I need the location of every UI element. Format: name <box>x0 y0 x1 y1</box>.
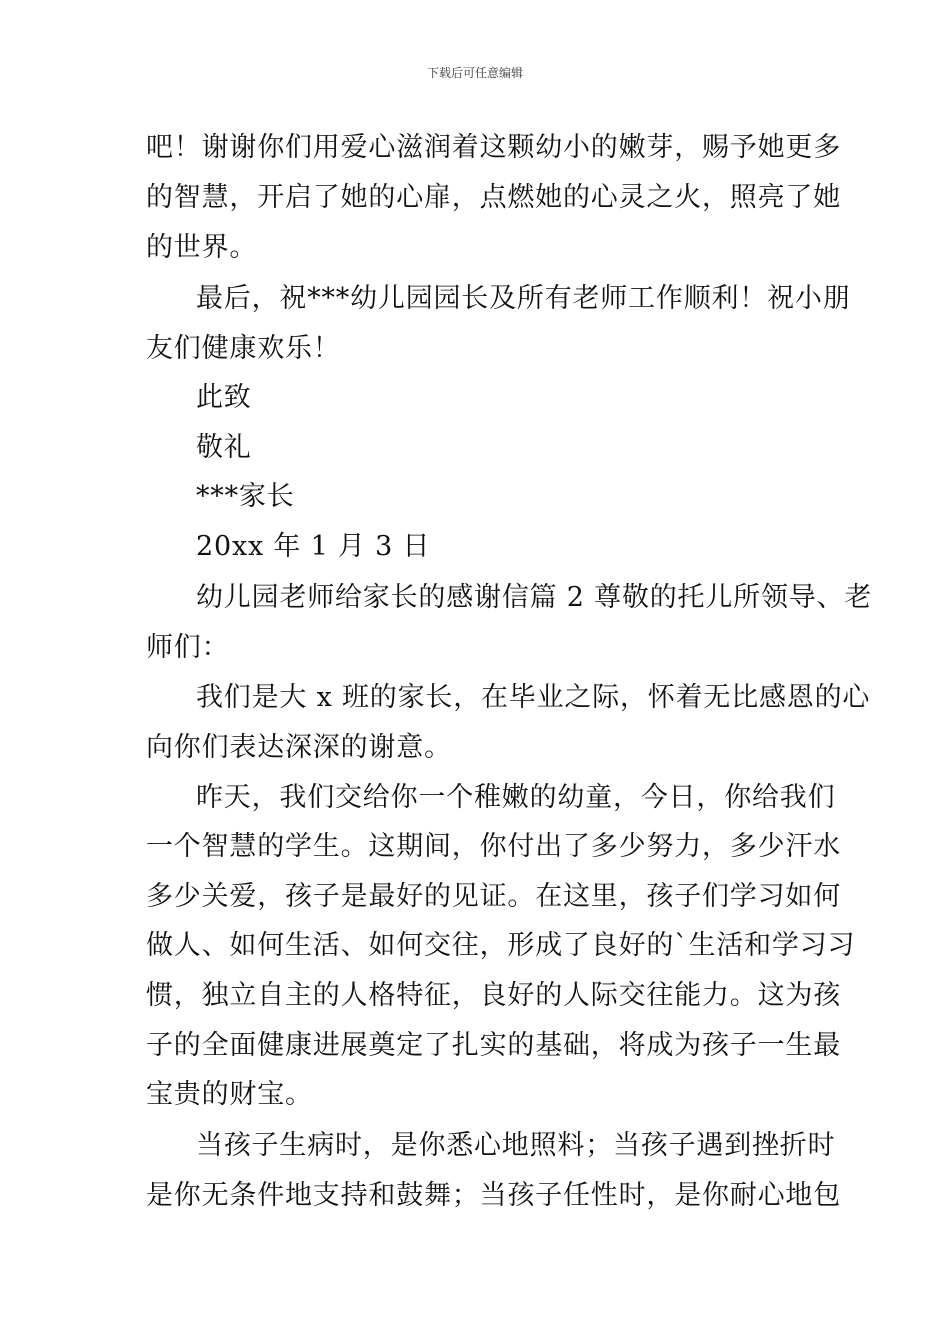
text-line: 最后，祝***幼儿园园长及所有老师工作顺利！祝小朋 <box>196 283 851 314</box>
page-header: 下载后可任意编辑 <box>426 66 523 80</box>
text-line: ***家长 <box>196 481 295 512</box>
text-line: 吧！谢谢你们用爱心滋润着这颗幼小的嫩芽，赐予她更多 <box>146 132 841 163</box>
text-line: 幼儿园老师给家长的感谢信篇 2 尊敬的托儿所领导、老 <box>196 582 873 613</box>
text-line: 20xx 年 1 月 3 日 <box>196 531 431 562</box>
text-line: 是你无条件地支持和鼓舞；当孩子任性时，是你耐心地包 <box>146 1180 841 1211</box>
text-line: 惯，独立自主的人格特征，良好的人际交往能力。这为孩 <box>146 980 841 1011</box>
text-line: 宝贵的财宝。 <box>146 1079 313 1110</box>
text-line: 的智慧，开启了她的心扉，点燃她的心灵之火，照亮了她 <box>146 182 841 213</box>
text-line: 此致 <box>196 382 252 413</box>
text-line: 子的全面健康进展奠定了扎实的基础，将成为孩子一生最 <box>146 1030 841 1061</box>
text-line: 多少关爱，孩子是最好的见证。在这里，孩子们学习如何 <box>146 881 841 912</box>
text-line: 当孩子生病时，是你悉心地照料；当孩子遇到挫折时 <box>196 1130 836 1161</box>
text-line: 我们是大 x 班的家长，在毕业之际，怀着无比感恩的心 <box>196 682 871 713</box>
text-line: 一个智慧的学生。这期间，你付出了多少努力，多少汗水 <box>146 831 841 862</box>
text-line: 向你们表达深深的谢意。 <box>146 732 452 763</box>
text-line: 做人、如何生活、如何交往，形成了良好的`生活和学习习 <box>146 930 856 961</box>
text-line: 友们健康欢乐！ <box>146 333 341 364</box>
text-line: 敬礼 <box>196 432 252 463</box>
text-line: 昨天，我们交给你一个稚嫩的幼童，今日，你给我们 <box>196 782 836 813</box>
text-line: 师们： <box>146 632 230 663</box>
text-line: 的世界。 <box>146 232 258 263</box>
